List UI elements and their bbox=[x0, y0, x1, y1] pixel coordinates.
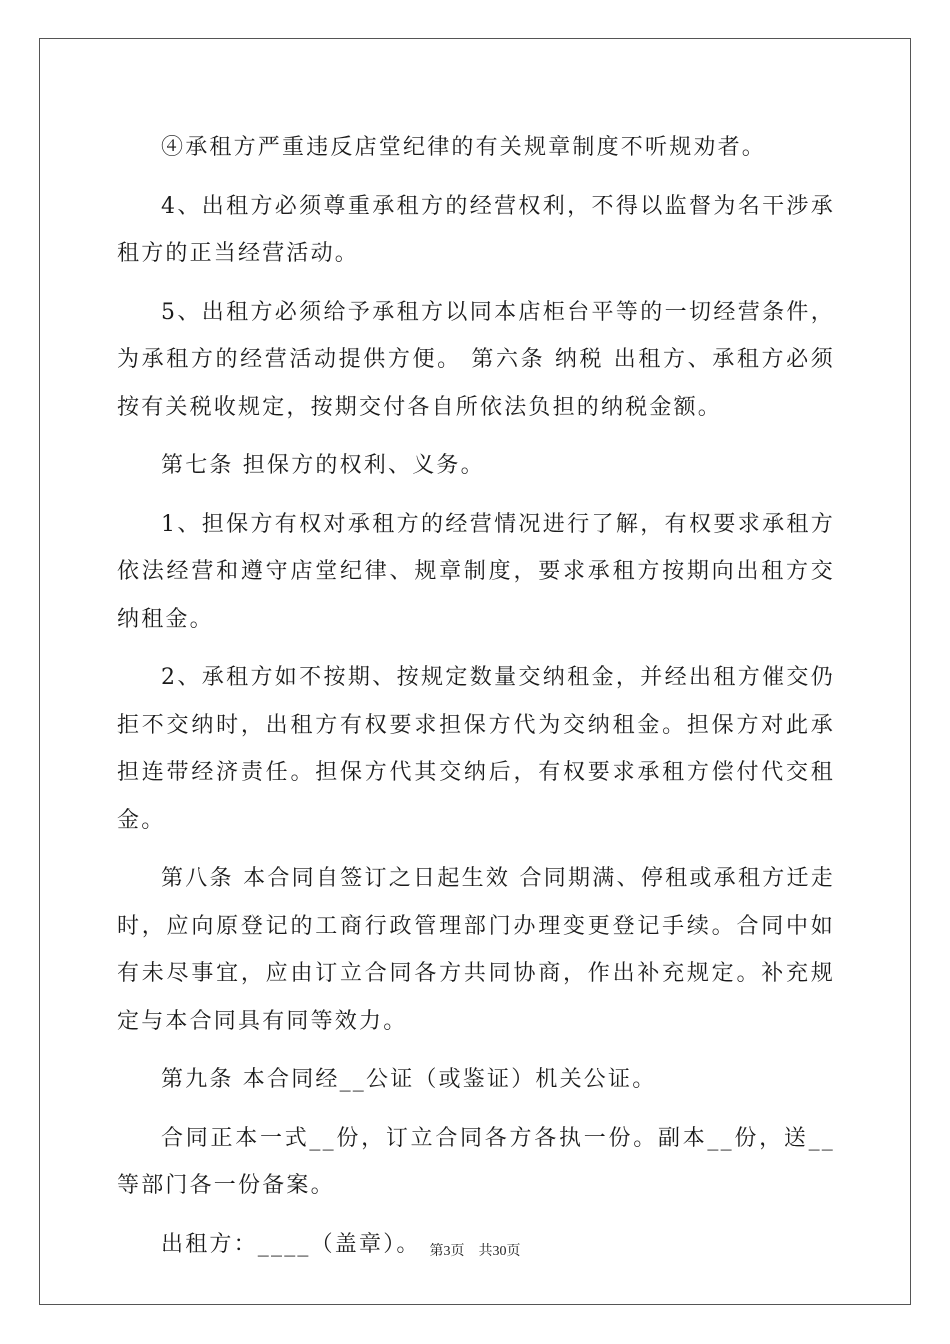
page-number: 第3页 共30页 bbox=[429, 1244, 521, 1259]
paragraph: ④承租方严重违反店堂纪律的有关规章制度不听规劝者。 bbox=[161, 135, 767, 160]
paragraph: 第八条 本合同自签订之日起生效 合同期满、停租或承租方迁走时，应向原登记的工商行政管理部门办理变更登记手续。合同中如有未尽事宜，应由订立合同各方共同协商，作出补充规定。补充规定与本合同具有同等效力。 bbox=[117, 866, 835, 1034]
document-body bbox=[117, 124, 835, 1279]
page-footer bbox=[0, 1240, 950, 1260]
paragraph: 2、承租方如不按期、按规定数量交纳租金，并经出租方催交仍拒不交纳时，出租方有权要求担保方代为交纳租金。担保方对此承担连带经济责任。担保方代其交纳后，有权要求承租方偿付代交租金。 bbox=[117, 665, 835, 833]
paragraph: 5、出租方必须给予承租方以同本店柜台平等的一切经营条件，为承租方的经营活动提供方便。 第六条 纳税 出租方、承租方必须按有关税收规定，按期交付各自所依法负担的纳税金额。 bbox=[117, 299, 835, 420]
paragraph: 1、担保方有权对承租方的经营情况进行了解，有权要求承租方依法经营和遵守店堂纪律、规章制度，要求承租方按期向出租方交纳租金。 bbox=[117, 511, 835, 632]
paragraph: 4、出租方必须尊重承租方的经营权利，不得以监督为名干涉承租方的正当经营活动。 bbox=[117, 193, 835, 266]
paragraph: 第九条 本合同经__公证（或鉴证）机关公证。 bbox=[161, 1067, 657, 1092]
paragraph: 合同正本一式__份，订立合同各方各执一份。副本__份，送__等部门各一份备案。 bbox=[117, 1125, 835, 1198]
paragraph: 出租方：____（盖章）。 bbox=[161, 1231, 421, 1257]
paragraph: 第七条 担保方的权利、义务。 bbox=[161, 453, 485, 478]
